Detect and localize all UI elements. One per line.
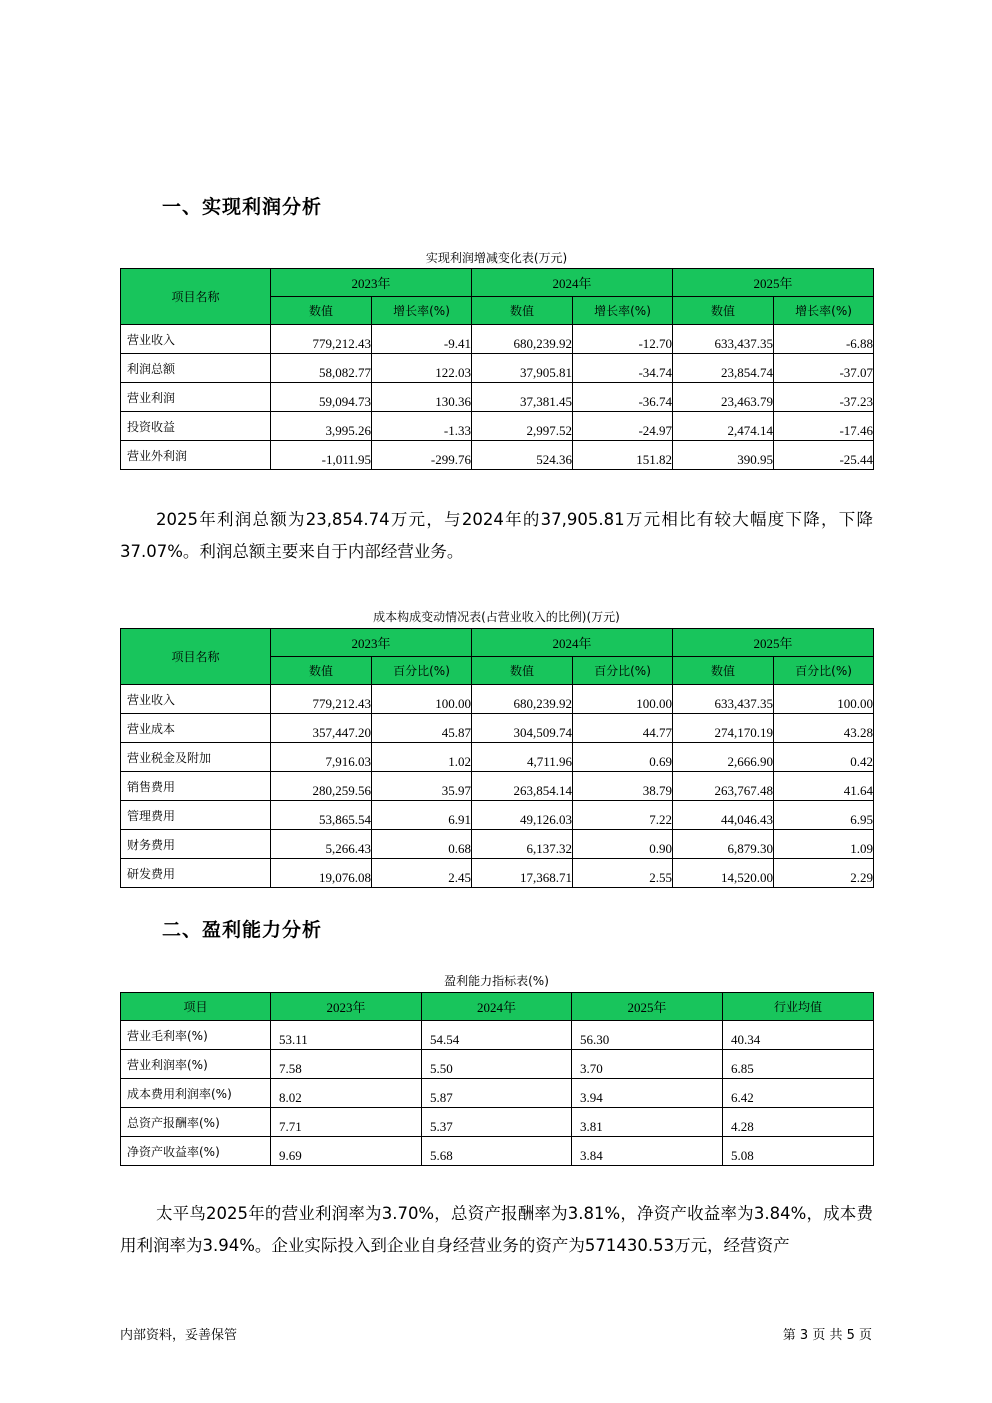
column-header-percent: 百分比(%): [372, 657, 472, 685]
row-label: 营业收入: [121, 325, 271, 354]
table-cell: -25.44: [774, 441, 874, 470]
table-cell: 680,239.92: [472, 685, 573, 714]
table-cell: -37.07: [774, 354, 874, 383]
section-title-profit: 一、实现利润分析: [162, 196, 323, 218]
row-label: 研发费用: [121, 859, 271, 888]
table-cell: -12.70: [573, 325, 673, 354]
table-cell: 23,854.74: [673, 354, 774, 383]
profit-table-body: [121, 325, 874, 470]
table-row: [121, 354, 874, 383]
table-cell: 37,905.81: [472, 354, 573, 383]
row-label: 总资产报酬率(%): [121, 1108, 271, 1137]
table-cell: 5.37: [422, 1108, 572, 1137]
table-cell: 37,381.45: [472, 383, 573, 412]
table-row: [121, 830, 874, 859]
footer-page-number: 第 3 页 共 5 页: [782, 1328, 872, 1343]
column-header-value: 数值: [271, 657, 372, 685]
table-cell: 56.30: [572, 1021, 723, 1050]
table-cell: 0.90: [573, 830, 673, 859]
table-cell: 779,212.43: [271, 325, 372, 354]
table-cell: 0.68: [372, 830, 472, 859]
table-row: [121, 714, 874, 743]
table-cell: 3.70: [572, 1050, 723, 1079]
column-header-percent: 百分比(%): [774, 657, 874, 685]
table-cell: -9.41: [372, 325, 472, 354]
row-label: 营业税金及附加: [121, 743, 271, 772]
section-title-profitability: 二、盈利能力分析: [162, 919, 323, 941]
row-label: 营业利润率(%): [121, 1050, 271, 1079]
table-row: [121, 325, 874, 354]
row-label: 管理费用: [121, 801, 271, 830]
column-header-growth: 增长率(%): [372, 297, 472, 325]
footer-confidential-note: 内部资料，妥善保管: [120, 1328, 238, 1343]
row-label: 投资收益: [121, 412, 271, 441]
column-header-growth: 增长率(%): [573, 297, 673, 325]
table-cell: 5.08: [723, 1137, 874, 1166]
table-row: [121, 1108, 874, 1137]
table-cell: 2,997.52: [472, 412, 573, 441]
table-cell: 7.22: [573, 801, 673, 830]
table-row: [121, 383, 874, 412]
table-cell: 53.11: [271, 1021, 422, 1050]
table-cell: 14,520.00: [673, 859, 774, 888]
table-cell: 122.03: [372, 354, 472, 383]
table-cell: 633,437.35: [673, 685, 774, 714]
table-cell: 6.85: [723, 1050, 874, 1079]
table-cell: 59,094.73: [271, 383, 372, 412]
table-cell: 54.54: [422, 1021, 572, 1050]
table-cell: 53,865.54: [271, 801, 372, 830]
table-row: [121, 1021, 874, 1050]
table-cell: -36.74: [573, 383, 673, 412]
table-cell: 9.69: [271, 1137, 422, 1166]
table-cell: 304,509.74: [472, 714, 573, 743]
row-label: 营业收入: [121, 685, 271, 714]
table-cell: -17.46: [774, 412, 874, 441]
table-cell: 58,082.77: [271, 354, 372, 383]
column-header-value: 数值: [271, 297, 372, 325]
table-cell: 19,076.08: [271, 859, 372, 888]
table-cell: 6,137.32: [472, 830, 573, 859]
table-row: [121, 412, 874, 441]
table-cell: 4.28: [723, 1108, 874, 1137]
table-cell: 41.64: [774, 772, 874, 801]
table-cell: 6,879.30: [673, 830, 774, 859]
table-cell: 680,239.92: [472, 325, 573, 354]
table-cell: 5.87: [422, 1079, 572, 1108]
row-label: 营业利润: [121, 383, 271, 412]
profitability-summary-paragraph: 太平鸟2025年的营业利润率为3.70%，总资产报酬率为3.81%，净资产收益率为3.84%，成本费用利润率为3.94%。企业实际投入到企业自身经营业务的资产为571430.53万元，经营资产: [120, 1204, 873, 1255]
table-cell: 4,711.96: [472, 743, 573, 772]
table-cell: 1.02: [372, 743, 472, 772]
table-row: [121, 772, 874, 801]
table-cell: 2,474.14: [673, 412, 774, 441]
column-header-value: 数值: [673, 297, 774, 325]
table-cell: 1.09: [774, 830, 874, 859]
table-cell: 263,767.48: [673, 772, 774, 801]
table-cell: 779,212.43: [271, 685, 372, 714]
column-header-year: 2024年: [472, 269, 673, 297]
table-cell: 45.87: [372, 714, 472, 743]
column-header-year: 2024年: [472, 629, 673, 657]
table-cell: -34.74: [573, 354, 673, 383]
table-cell: 151.82: [573, 441, 673, 470]
table-cell: 7,916.03: [271, 743, 372, 772]
table-cell: 35.97: [372, 772, 472, 801]
table-cell: 130.36: [372, 383, 472, 412]
column-header-year: 2023年: [271, 629, 472, 657]
table-cell: 17,368.71: [472, 859, 573, 888]
table-cell: 263,854.14: [472, 772, 573, 801]
table-cell: 7.71: [271, 1108, 422, 1137]
table-cell: 5.68: [422, 1137, 572, 1166]
table-cell: 390.95: [673, 441, 774, 470]
table-row: [121, 1137, 874, 1166]
column-header-year: 2025年: [572, 993, 723, 1021]
table-row: [121, 685, 874, 714]
table-cell: -299.76: [372, 441, 472, 470]
table-cell: 280,259.56: [271, 772, 372, 801]
table-cell: 2.45: [372, 859, 472, 888]
column-header-industry-average: 行业均值: [723, 993, 874, 1021]
table-cell: 40.34: [723, 1021, 874, 1050]
table-cell: 49,126.03: [472, 801, 573, 830]
column-header-item: 项目名称: [121, 629, 271, 685]
column-header-percent: 百分比(%): [573, 657, 673, 685]
table-cell: 23,463.79: [673, 383, 774, 412]
column-header-year: 2023年: [271, 993, 422, 1021]
column-header-year: 2025年: [673, 269, 874, 297]
row-label: 营业成本: [121, 714, 271, 743]
cost-table-body: [121, 685, 874, 888]
column-header-value: 数值: [673, 657, 774, 685]
profit-change-table: [120, 268, 874, 470]
table-cell: 524.36: [472, 441, 573, 470]
table-row: [121, 743, 874, 772]
row-label: 利润总额: [121, 354, 271, 383]
table-cell: 100.00: [573, 685, 673, 714]
row-label: 净资产收益率(%): [121, 1137, 271, 1166]
table-cell: 0.42: [774, 743, 874, 772]
table-cell: 8.02: [271, 1079, 422, 1108]
table-cell: 2.29: [774, 859, 874, 888]
table-cell: 3,995.26: [271, 412, 372, 441]
row-label: 营业外利润: [121, 441, 271, 470]
table-caption-profitability: 盈利能力指标表(%): [444, 974, 549, 988]
table-caption-cost: 成本构成变动情况表(占营业收入的比例)(万元): [373, 610, 620, 624]
table-cell: 100.00: [372, 685, 472, 714]
table-cell: 6.42: [723, 1079, 874, 1108]
table-cell: -24.97: [573, 412, 673, 441]
column-header-value: 数值: [472, 657, 573, 685]
table-cell: -1.33: [372, 412, 472, 441]
table-row: [121, 859, 874, 888]
column-header-year: 2025年: [673, 629, 874, 657]
table-cell: 2.55: [573, 859, 673, 888]
row-label: 财务费用: [121, 830, 271, 859]
column-header-year: 2024年: [422, 993, 572, 1021]
table-cell: 6.95: [774, 801, 874, 830]
table-row: [121, 1050, 874, 1079]
profitability-table: [120, 992, 874, 1166]
table-cell: -37.23: [774, 383, 874, 412]
table-cell: 5,266.43: [271, 830, 372, 859]
table-cell: 100.00: [774, 685, 874, 714]
column-header-item: 项目: [121, 993, 271, 1021]
row-label: 成本费用利润率(%): [121, 1079, 271, 1108]
profit-summary-paragraph: 2025年利润总额为23,854.74万元，与2024年的37,905.81万元相比有较大幅度下降，下降37.07%。利润总额主要来自于内部经营业务。: [120, 510, 873, 561]
profitability-table-body: [121, 1021, 874, 1166]
table-row: [121, 801, 874, 830]
table-cell: 0.69: [573, 743, 673, 772]
table-cell: 6.91: [372, 801, 472, 830]
table-cell: 7.58: [271, 1050, 422, 1079]
table-cell: -6.88: [774, 325, 874, 354]
table-cell: 357,447.20: [271, 714, 372, 743]
table-cell: 274,170.19: [673, 714, 774, 743]
row-label: 营业毛利率(%): [121, 1021, 271, 1050]
table-cell: 633,437.35: [673, 325, 774, 354]
table-cell: 3.84: [572, 1137, 723, 1166]
row-label: 销售费用: [121, 772, 271, 801]
table-cell: 3.81: [572, 1108, 723, 1137]
table-row: [121, 441, 874, 470]
table-cell: 44,046.43: [673, 801, 774, 830]
table-cell: 44.77: [573, 714, 673, 743]
column-header-growth: 增长率(%): [774, 297, 874, 325]
table-cell: 5.50: [422, 1050, 572, 1079]
table-row: [121, 1079, 874, 1108]
column-header-value: 数值: [472, 297, 573, 325]
table-cell: 2,666.90: [673, 743, 774, 772]
table-cell: 3.94: [572, 1079, 723, 1108]
table-cell: -1,011.95: [271, 441, 372, 470]
cost-structure-table: [120, 628, 874, 888]
table-caption-profit: 实现利润增减变化表(万元): [425, 251, 568, 265]
table-cell: 43.28: [774, 714, 874, 743]
column-header-year: 2023年: [271, 269, 472, 297]
column-header-item: 项目名称: [121, 269, 271, 325]
table-cell: 38.79: [573, 772, 673, 801]
